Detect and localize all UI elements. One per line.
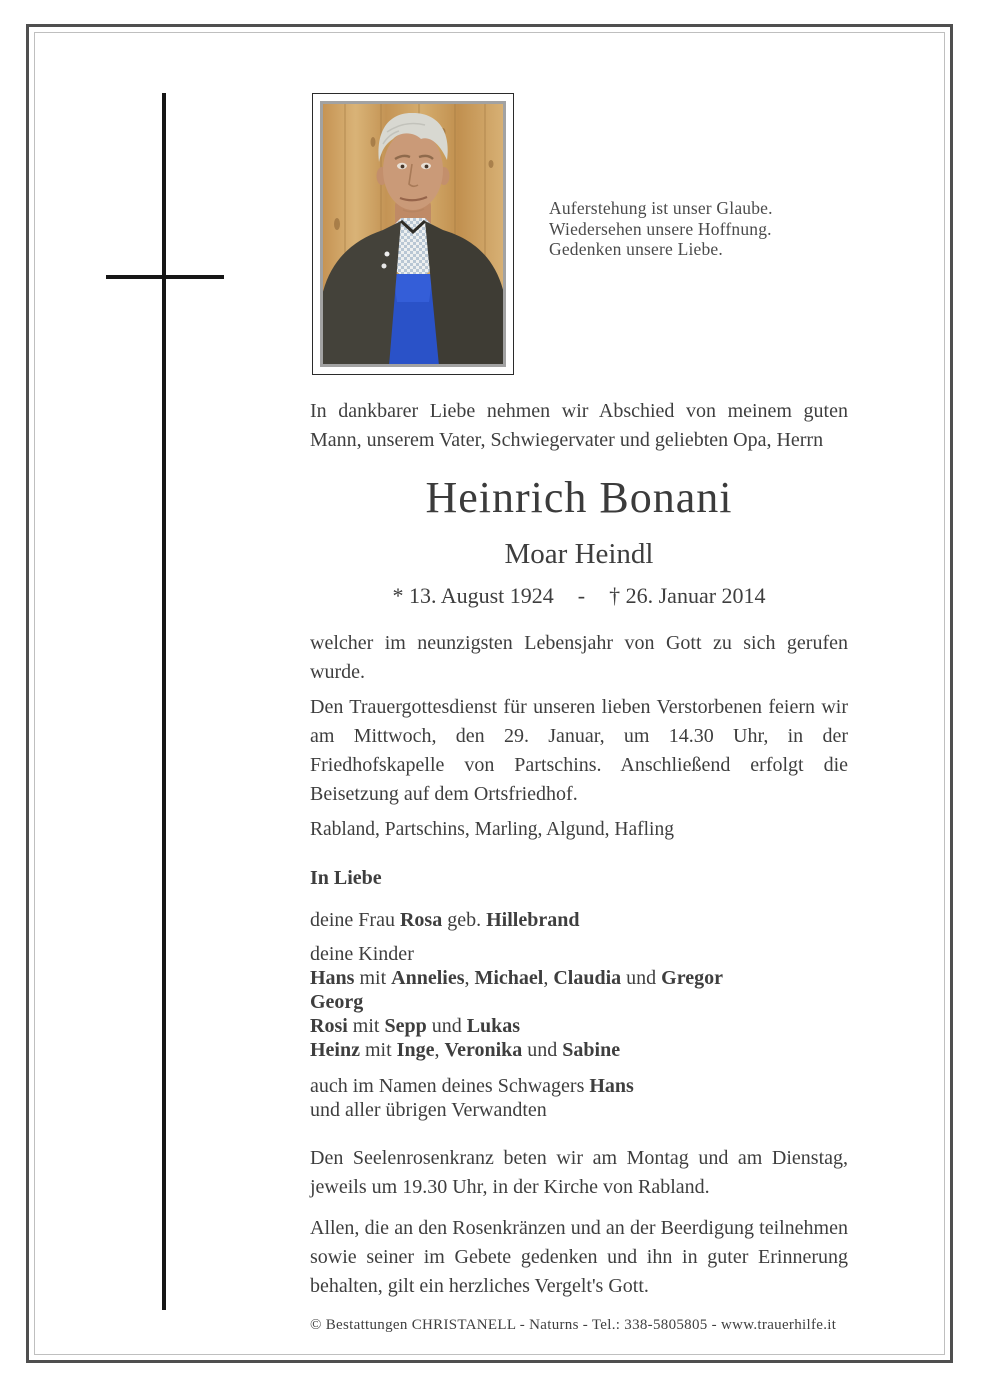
text-segment: , xyxy=(434,1039,445,1061)
children-label: deine Kinder xyxy=(310,943,414,965)
family-name: Sabine xyxy=(562,1039,621,1061)
deceased-nickname: Moar Heindl xyxy=(504,538,654,570)
text-segment: mit xyxy=(347,1015,385,1037)
family-name: Inge xyxy=(396,1039,435,1061)
funeral-service-info: Den Trauergottesdienst für unseren lieben Verstorbenen feiern wir am Mittwoch, den 29. Januar, um 14.30 Uhr, in der Friedhofskapelle von Partschins. Anschließend erfolgt die Beisetzung auf dem Ortsfriedhof. xyxy=(310,696,848,805)
rosary-info: Den Seelenrosenkranz beten wir am Montag und am Dienstag, jeweils um 19.30 Uhr, in der Kirche von Rabland. xyxy=(310,1147,848,1198)
family-name: Rosa xyxy=(399,909,443,931)
birth-date: * 13. August 1924 xyxy=(392,583,554,608)
text-segment: mit xyxy=(360,1039,397,1061)
child-line xyxy=(310,1038,848,1062)
deceased-name: Heinrich Bonani xyxy=(425,473,733,522)
family-name: Veronika xyxy=(444,1039,523,1061)
in-liebe-heading: In Liebe xyxy=(310,867,382,889)
family-name: Rosi xyxy=(310,1015,348,1037)
family-name: Hans xyxy=(589,1075,634,1097)
memorial-quote xyxy=(549,198,773,260)
brother-in-law-line xyxy=(310,1074,848,1098)
thanks-text: Allen, die an den Rosenkränzen und an der Beerdigung teilnehmen sowie seiner im Gebete gedenken und ihn in guter Erinnerung behalten, gilt ein herzliches Vergelt's Gott. xyxy=(310,1217,848,1297)
family-name: Claudia xyxy=(553,967,622,989)
funeral-home-credit: © Bestattungen CHRISTANELL - Naturns - Tel.: 338-5805805 - www.trauerhilfe.it xyxy=(310,1317,837,1333)
intro-text: In dankbarer Liebe nehmen wir Abschied von meinem guten Mann, unserem Vater, Schwiegervater und geliebten Opa, Herrn xyxy=(310,400,848,451)
portrait-photo-frame xyxy=(312,93,514,375)
text-segment: und xyxy=(522,1039,563,1061)
child-line xyxy=(310,990,848,1014)
text-segment: geb. xyxy=(442,909,487,931)
announcement-body xyxy=(310,397,848,1335)
text-segment: und xyxy=(621,967,662,989)
family-name: Hans xyxy=(310,967,355,989)
called-by-god-text: welcher im neunzigsten Lebensjahr von Gott zu sich gerufen wurde. xyxy=(310,632,848,683)
text-segment: und xyxy=(426,1015,467,1037)
family-name: Gregor xyxy=(661,967,723,989)
family-name: Michael xyxy=(474,967,544,989)
relatives-block xyxy=(310,1074,848,1122)
child-line xyxy=(310,966,848,990)
quote-line: Wiedersehen unsere Hoffnung. xyxy=(549,218,772,239)
relatives-line: und aller übrigen Verwandten xyxy=(310,1099,547,1121)
children-block xyxy=(310,942,848,1062)
family-name: Sepp xyxy=(384,1015,427,1037)
places-line: Rabland, Partschins, Marling, Algund, Hafling xyxy=(310,819,674,840)
text-segment: mit xyxy=(354,967,392,989)
family-name: Hillebrand xyxy=(486,909,580,931)
family-name: Lukas xyxy=(466,1015,521,1037)
family-name: Heinz xyxy=(310,1039,360,1061)
wife-line xyxy=(310,908,848,933)
text-segment: auch im Namen deines Schwagers xyxy=(310,1075,590,1097)
portrait-illustration xyxy=(323,104,503,364)
life-dates xyxy=(310,583,848,609)
cross-horizontal-bar xyxy=(106,275,224,279)
portrait-photo xyxy=(320,101,506,367)
text-segment: , xyxy=(464,967,475,989)
quote-line: Gedenken unsere Liebe. xyxy=(549,239,723,259)
quote-line: Auferstehung ist unser Glaube. xyxy=(549,198,773,218)
family-name: Annelies xyxy=(391,967,465,989)
child-line xyxy=(310,1014,848,1038)
text-segment: , xyxy=(543,967,554,989)
death-date: † 26. Januar 2014 xyxy=(609,583,766,608)
dates-separator: - xyxy=(577,583,586,608)
text-segment: deine Frau xyxy=(310,909,400,931)
family-name: Georg xyxy=(310,991,364,1013)
